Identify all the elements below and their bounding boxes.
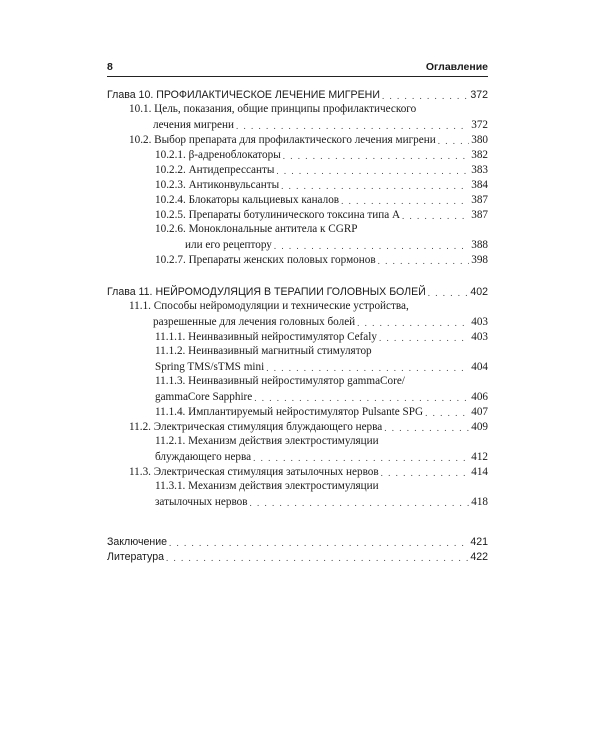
- toc-entry-11-3-1-line1[interactable]: 11.3.1. Механизм действия электростимуляции: [155, 480, 379, 492]
- leader-dots: [341, 195, 469, 207]
- toc-entry-10-2-6-line1[interactable]: 10.2.6. Моноклональные антитела к CGRP: [155, 223, 358, 235]
- toc-entry-10-2-6[interactable]: [107, 237, 488, 252]
- toc-entry-title: блуждающего нерва: [155, 451, 252, 463]
- header-rule: [107, 76, 488, 77]
- toc-entry-11-1-3[interactable]: [107, 389, 488, 404]
- toc-entry-title: 10.2.7. Препараты женских половых гормонов: [155, 254, 376, 266]
- toc-entry-title: 11.2. Электрическая стимуляция блуждающего нерва: [129, 421, 383, 433]
- leader-dots: [250, 497, 470, 509]
- toc-entry-10-2-2[interactable]: [107, 162, 488, 177]
- toc-entry-title: Spring TMS/sTMS mini: [155, 361, 265, 373]
- toc-entry-10-2-3[interactable]: [107, 177, 488, 192]
- running-title: Оглавление: [425, 61, 488, 73]
- toc-entry-page: 418: [471, 496, 488, 508]
- toc-entry-title: разрешенные для лечения головных болей: [153, 316, 356, 328]
- toc-entry-page: 414: [471, 466, 488, 478]
- toc-entry-page: 409: [471, 421, 488, 433]
- toc-entry-11-1-1[interactable]: [107, 329, 488, 344]
- toc-entry-page: 383: [471, 164, 488, 176]
- leader-dots: [381, 467, 470, 479]
- toc-entry-title: Глава 11. НЕЙРОМОДУЛЯЦИЯ В ТЕРАПИИ ГОЛОВНЫХ БОЛЕЙ: [107, 286, 426, 298]
- spacer: [107, 509, 488, 526]
- leader-dots: [357, 317, 469, 329]
- spacer: [107, 526, 488, 534]
- toc-entry-title: 11.1.4. Имплантируемый нейростимулятор Pulsante SPG: [155, 406, 424, 418]
- toc-entry-11-1-2-line1[interactable]: 11.1.2. Неинвазивный магнитный стимулятор: [155, 345, 372, 357]
- toc-entry-page: 407: [471, 406, 488, 418]
- toc-entry-title: 10.2.5. Препараты ботулинического токсина типа А: [155, 209, 401, 221]
- leader-dots: [236, 120, 469, 132]
- toc-entry-page: 402: [470, 286, 488, 298]
- leader-dots: [276, 165, 469, 177]
- toc-entry-page: 406: [471, 391, 488, 403]
- toc-entry-10-2-1[interactable]: [107, 147, 488, 162]
- toc-entry-title: 11.1.1. Неинвазивный нейростимулятор Cefaly: [155, 331, 377, 343]
- toc-entry-10-2[interactable]: [107, 132, 488, 147]
- toc-entry-10-2-7[interactable]: [107, 252, 488, 267]
- spacer: [107, 267, 488, 284]
- toc-entry-title: Заключение: [107, 536, 168, 548]
- toc-entry-page: 372: [471, 119, 488, 131]
- leader-dots: [402, 210, 469, 222]
- toc-entry-title: 10.2.3. Антиконвульсанты: [155, 179, 280, 191]
- leader-dots: [438, 135, 470, 147]
- toc-entry-title: лечения мигрени: [153, 119, 234, 131]
- toc-entry-page: 388: [471, 239, 488, 251]
- toc-entry-page: 382: [471, 149, 488, 161]
- toc-entry-page: 412: [471, 451, 488, 463]
- leader-dots: [283, 150, 469, 162]
- toc-chapter-11[interactable]: [107, 284, 488, 299]
- toc-entry-title: 10.2. Выбор препарата для профилактического лечения мигрени: [129, 134, 436, 146]
- leader-dots: [382, 90, 468, 102]
- toc-entry-title: 10.2.2. Антидепрессанты: [155, 164, 275, 176]
- leader-dots: [169, 537, 468, 549]
- toc-entry-title: 11.3. Электрическая стимуляция затылочных нервов: [129, 466, 379, 478]
- toc-entry-11-1[interactable]: [107, 314, 488, 329]
- toc-entry-page: 387: [471, 209, 488, 221]
- toc-entry-11-2-1[interactable]: [107, 449, 488, 464]
- running-header: [107, 58, 488, 76]
- toc-entry-page: 398: [471, 254, 488, 266]
- leader-dots: [379, 332, 469, 344]
- toc-entry-page: 422: [470, 551, 488, 563]
- toc-entry-11-1-2[interactable]: [107, 359, 488, 374]
- toc-entry-11-3-1[interactable]: [107, 494, 488, 509]
- toc-entry-page: 387: [471, 194, 488, 206]
- toc-entry-title: Глава 10. ПРОФИЛАКТИЧЕСКОЕ ЛЕЧЕНИЕ МИГРЕНИ: [107, 89, 380, 101]
- leader-dots: [274, 240, 469, 252]
- leader-dots: [384, 422, 469, 434]
- leader-dots: [281, 180, 469, 192]
- toc-entry-11-1-4[interactable]: [107, 404, 488, 419]
- toc-entry-10-2-4[interactable]: [107, 192, 488, 207]
- toc-entry-page: 403: [471, 316, 488, 328]
- toc-entry-title: 10.2.4. Блокаторы кальциевых каналов: [155, 194, 340, 206]
- table-of-contents: [107, 87, 488, 564]
- page-number: 8: [107, 61, 113, 73]
- leader-dots: [166, 552, 468, 564]
- leader-dots: [253, 452, 469, 464]
- toc-entry-10-2-5[interactable]: [107, 207, 488, 222]
- toc-literature[interactable]: [107, 549, 488, 564]
- leader-dots: [254, 392, 469, 404]
- leader-dots: [428, 287, 469, 299]
- toc-entry-10-1[interactable]: [107, 117, 488, 132]
- toc-entry-page: 403: [471, 331, 488, 343]
- leader-dots: [266, 362, 469, 374]
- toc-entry-page: 372: [470, 89, 488, 101]
- toc-entry-11-3[interactable]: [107, 464, 488, 479]
- toc-entry-title: gammaCore Sapphire: [155, 391, 253, 403]
- toc-entry-11-1-line1[interactable]: 11.1. Способы нейромодуляции и технические устройства,: [129, 300, 409, 312]
- toc-entry-page: 404: [471, 361, 488, 373]
- toc-entry-title: затылочных нервов: [155, 496, 248, 508]
- toc-entry-title: Литература: [107, 551, 164, 563]
- leader-dots: [425, 407, 469, 419]
- toc-entry-11-2-1-line1[interactable]: 11.2.1. Механизм действия электростимуляции: [155, 435, 379, 447]
- toc-entry-11-2[interactable]: [107, 419, 488, 434]
- toc-entry-11-1-3-line1[interactable]: 11.1.3. Неинвазивный нейростимулятор gammaCore/: [155, 375, 405, 387]
- toc-entry-page: 384: [471, 179, 488, 191]
- toc-entry-page: 421: [470, 536, 488, 548]
- toc-entry-10-1-line1[interactable]: 10.1. Цель, показания, общие принципы профилактического: [129, 103, 417, 115]
- leader-dots: [378, 255, 470, 267]
- toc-entry-title: 10.2.1. β-адреноблокаторы: [155, 149, 281, 161]
- toc-conclusion[interactable]: [107, 534, 488, 549]
- toc-entry-title: или его рецептору: [185, 239, 272, 251]
- toc-chapter-10[interactable]: [107, 87, 488, 102]
- toc-entry-page: 380: [471, 134, 488, 146]
